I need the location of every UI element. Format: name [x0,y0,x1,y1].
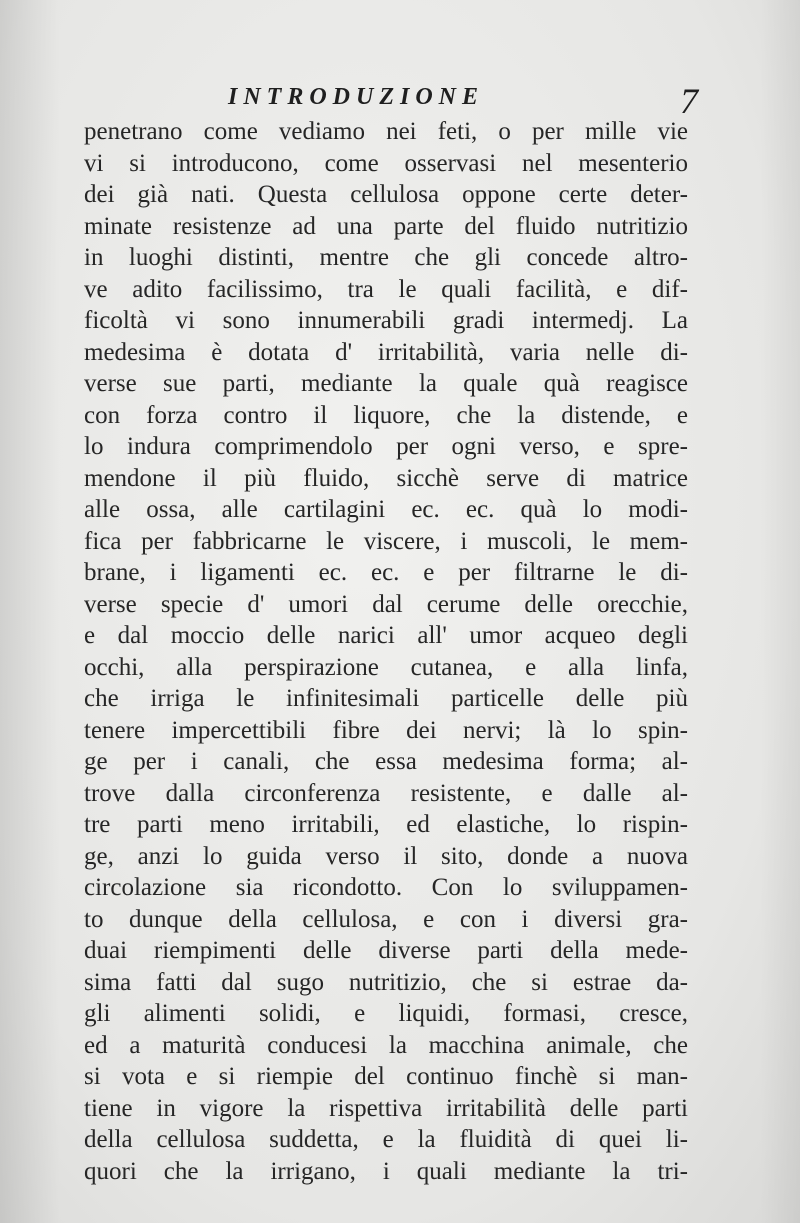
text-line: duai riempimenti delle diverse parti della mede- [84,937,688,964]
text-line: alle ossa, alle cartilagini ec. ec. quà lo modi- [84,496,688,523]
text-line: gli alimenti solidi, e liquidi, formasi, cresce, [84,1000,688,1027]
text-line: occhi, alla perspirazione cutanea, e alla linfa, [84,653,688,681]
text-line: e dal moccio delle narici all' umor acqueo degli [84,622,688,649]
page-number: 7 [680,81,698,121]
text-line: ge per i canali, che essa medesima forma; al- [84,748,688,775]
text-line: in luoghi distinti, mentre che gli concede altro- [84,244,688,271]
page-header [70,80,720,120]
text-line: si vota e si riempie del continuo finchè si man- [84,1063,688,1090]
running-head: INTRODUZIONE [228,84,485,110]
text-line: minate resistenze ad una parte del fluido nutritizio [84,212,688,240]
text-line: ve adito facilissimo, tra le quali facilità, e dif- [84,275,688,303]
text-line: tenere impercettibili fibre dei nervi; là lo spin- [84,716,688,744]
text-line: della cellulosa suddetta, e la fluidità di quei li- [84,1126,688,1153]
text-line: circolazione sia ricondotto. Con lo sviluppamen- [84,874,688,901]
text-line: quori che la irrigano, i quali mediante la tri- [84,1157,688,1185]
text-line: to dunque della cellulosa, e con i diversi gra- [84,905,688,933]
text-line: ficoltà vi sono innumerabili gradi intermedj. La [84,307,688,334]
text-line: verse sue parti, mediante la quale quà reagisce [84,370,688,397]
text-line: brane, i ligamenti ec. ec. e per filtrarne le di- [84,559,688,586]
text-line: mendone il più fluido, sicchè serve di matrice [84,464,688,492]
text-line: tre parti meno irritabili, ed elastiche, lo rispin- [84,811,688,838]
text-line: sima fatti dal sugo nutritizio, che si estrae da- [84,968,688,996]
text-line: che irriga le infinitesimali particelle delle più [84,685,688,712]
text-line: tiene in vigore la rispettiva irritabilità delle parti [84,1094,688,1122]
body-text [84,116,688,1187]
text-line: dei già nati. Questa cellulosa oppone certe deter- [84,181,688,208]
text-line: medesima è dotata d' irritabilità, varia nelle di- [84,338,688,366]
text-line: trove dalla circonferenza resistente, e dalle al- [84,779,688,807]
text-line: penetrano come vediamo nei feti, o per mille vie [84,118,688,145]
text-line: ge, anzi lo guida verso il sito, donde a nuova [84,842,688,870]
text-line: vi si introducono, come osservasi nel mesenterio [84,149,688,177]
text-line: lo indura comprimendolo per ogni verso, e spre- [84,433,688,460]
text-line: verse specie d' umori dal cerume delle orecchie, [84,590,688,618]
text-line: ed a maturità conducesi la macchina animale, che [84,1031,688,1059]
text-line: fica per fabbricarne le viscere, i muscoli, le mem- [84,527,688,555]
text-line: con forza contro il liquore, che la distende, e [84,401,688,429]
